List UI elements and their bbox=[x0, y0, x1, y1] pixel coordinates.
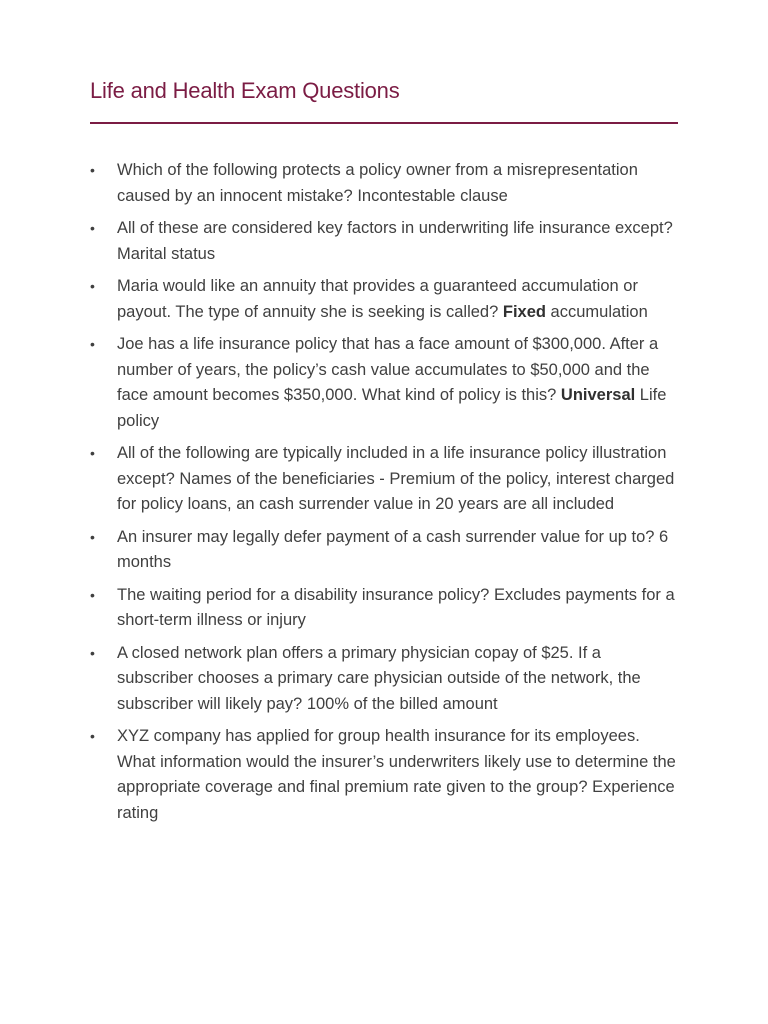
list-item bbox=[90, 583, 680, 634]
question-text: Joe has a life insurance policy that has a face amount of $300,000. After a number of years, the policy’s cash value accumulates to $50,000 and the face amount becomes $350,000. What kind of policy is this? bbox=[117, 335, 659, 404]
bullet-icon: • bbox=[90, 644, 95, 661]
answer-text: 100% of the billed amount bbox=[306, 694, 498, 713]
bullet-icon: • bbox=[90, 162, 95, 178]
list-item bbox=[90, 641, 680, 718]
bullet-icon: • bbox=[90, 728, 95, 744]
list-item bbox=[90, 158, 680, 209]
page-title: Life and Health Exam Questions bbox=[90, 78, 400, 103]
answer-text: accumulation bbox=[550, 302, 648, 321]
answer-text: Excludes payments for a short-term illness or injury bbox=[117, 585, 675, 629]
bullet-icon: • bbox=[90, 586, 95, 603]
answer-bold: Fixed bbox=[502, 302, 551, 321]
question-text: Which of the following protects a policy owner from a misrepresentation caused by an innocent mistake? bbox=[117, 161, 638, 205]
list-item bbox=[90, 724, 680, 826]
title-divider bbox=[90, 122, 678, 124]
question-text: All of these are considered key factors in underwriting life insurance except? bbox=[117, 219, 673, 237]
list-item bbox=[90, 216, 680, 267]
bullet-icon: • bbox=[90, 445, 95, 461]
question-text: The waiting period for a disability insurance policy? bbox=[117, 585, 494, 604]
bullet-icon: • bbox=[90, 278, 95, 294]
question-text: All of the following are typically included in a life insurance policy illustration except? bbox=[117, 444, 667, 488]
question-text: A closed network plan offers a primary physician copay of $25. If a subscriber chooses a primary care physician outside of the network, the subscriber will likely pay? bbox=[117, 643, 641, 713]
question-list bbox=[90, 158, 680, 833]
bullet-icon: • bbox=[90, 220, 95, 236]
answer-text: Experience rating bbox=[117, 778, 675, 822]
list-item bbox=[90, 525, 680, 576]
answer-text: Names of the beneficiaries - Premium of the policy, interest charged for policy loans, an cash surrender value in 20 years are all included bbox=[117, 469, 675, 513]
question-text: Maria would like an annuity that provides a guaranteed accumulation or payout. The type of annuity she is seeking is called? bbox=[117, 277, 638, 321]
answer-text: Life policy bbox=[117, 386, 667, 430]
list-item bbox=[90, 274, 680, 325]
list-item bbox=[90, 441, 680, 518]
answer-text: 6 months bbox=[117, 527, 669, 571]
list-item bbox=[90, 332, 680, 434]
answer-text: Marital status bbox=[117, 244, 216, 263]
bullet-icon: • bbox=[90, 336, 95, 352]
question-text: An insurer may legally defer payment of a cash surrender value for up to? bbox=[117, 527, 660, 546]
bullet-icon: • bbox=[90, 528, 95, 545]
question-text: XYZ company has applied for group health insurance for its employees. What information would the insurer’s underwriters likely use to determine the appropriate coverage and final premium rate given to the group? bbox=[117, 727, 676, 796]
answer-text: Incontestable clause bbox=[357, 186, 508, 205]
answer-bold: Universal bbox=[560, 386, 640, 404]
